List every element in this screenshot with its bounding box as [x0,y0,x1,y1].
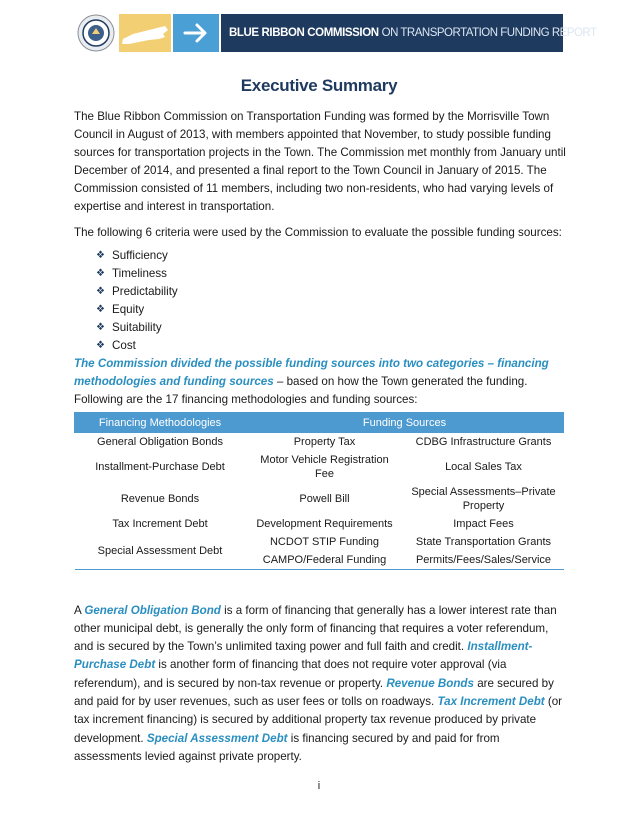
arrow-right-icon [173,14,219,52]
summary-content [74,108,574,417]
table-header-row [75,413,564,433]
criteria-list [74,247,574,355]
report-banner [77,14,597,52]
diamond-bullet-icon: ❖ [96,250,105,261]
funding-table [74,412,564,570]
list-item: ❖ Equity [96,301,574,319]
list-item: ❖ Timeliness [96,265,574,283]
report-title-rest: ON TRANSPORTATION FUNDING REPORT [381,27,597,39]
list-item: ❖ Sufficiency [96,247,574,265]
categories-paragraph [74,355,574,409]
list-item: ❖ Predictability [96,283,574,301]
table-row: General Obligation Bonds Property Tax CDBG Infrastructure Grants [97,436,552,448]
header-funding-sources: Funding Sources [246,413,564,433]
diamond-bullet-icon: ❖ [96,340,105,351]
diamond-bullet-icon: ❖ [96,268,105,279]
table-row: Special Assessment Debt NCDOT STIP Funding State Transportation Grants [75,533,564,551]
table-row: Revenue Bonds Powell Bill Special Assessments–Private Property [120,486,556,512]
term-special-assessment-debt: Special Assessment Debt [146,731,288,745]
term-revenue-bonds: Revenue Bonds [386,676,474,690]
definitions-paragraph: A General Obligation Bond is a form of financing that generally has a lower interest rate than other municipal debt, is generally the only form of financing that requires a voter referendum, and is secured by the Town’s unlimited taxing power and full faith and credit. Installment-Purchase Debt is another form of financing that does not require voter approval (via referendum), and is secured by non-tax revenue or property. Revenue Bonds are secured by and paid for by user revenues, such as user fees or tolls on roadways. Tax Increment Debt (or tax increment financing) is secured by additional property tax revenue produced by private development. Special Assessment Debt is financing secured by and paid for from assessments levied against private property. [74,603,563,763]
term-general-obligation-bond: General Obligation Bond [84,603,221,617]
header-financing-methodologies: Financing Methodologies [75,413,246,433]
categories-rest: – based on how the Town generated the funding. Following are the 17 financing methodologies and funding sources: [74,375,528,406]
report-title-bold: BLUE RIBBON COMMISSION [229,27,379,39]
diamond-bullet-icon: ❖ [96,322,105,333]
table-row: Installment-Purchase Debt Motor Vehicle Registration Fee Local Sales Tax [95,454,522,480]
town-seal-icon [77,14,115,52]
categories-highlight: The Commission divided the possible funding sources into two categories – financing methodologies and funding sources [74,357,549,388]
north-carolina-map-icon [119,14,171,52]
table-row: CAMPO/Federal Funding Permits/Fees/Sales/Service [75,551,564,570]
page-title: Executive Summary [240,76,398,95]
table-row: Tax Increment Debt Development Requirements Impact Fees [112,518,514,530]
list-item: ❖ Suitability [96,319,574,337]
term-tax-increment-debt: Tax Increment Debt [437,695,545,709]
page-number: i [317,780,321,792]
criteria-intro: The following 6 criteria were used by the Commission to evaluate the possible funding sources: [74,226,562,239]
report-title-bar [221,14,597,52]
term-installment-purchase-debt: Installment-Purchase Debt [74,640,533,672]
intro-paragraph: The Blue Ribbon Commission on Transportation Funding was formed by the Morrisville Town Council in August of 2013, with members appointed that November, to study possible funding sources for transportation projects in the Town. The Commission met monthly from January until December of 2014, and presented a final report to the Town Council in January of 2015. The Commission consisted of 11 members, including two non-residents, who had varying levels of expertise and interest in transportation. [74,110,566,213]
list-item: ❖ Cost [96,337,574,355]
diamond-bullet-icon: ❖ [96,304,105,315]
diamond-bullet-icon: ❖ [96,286,105,297]
